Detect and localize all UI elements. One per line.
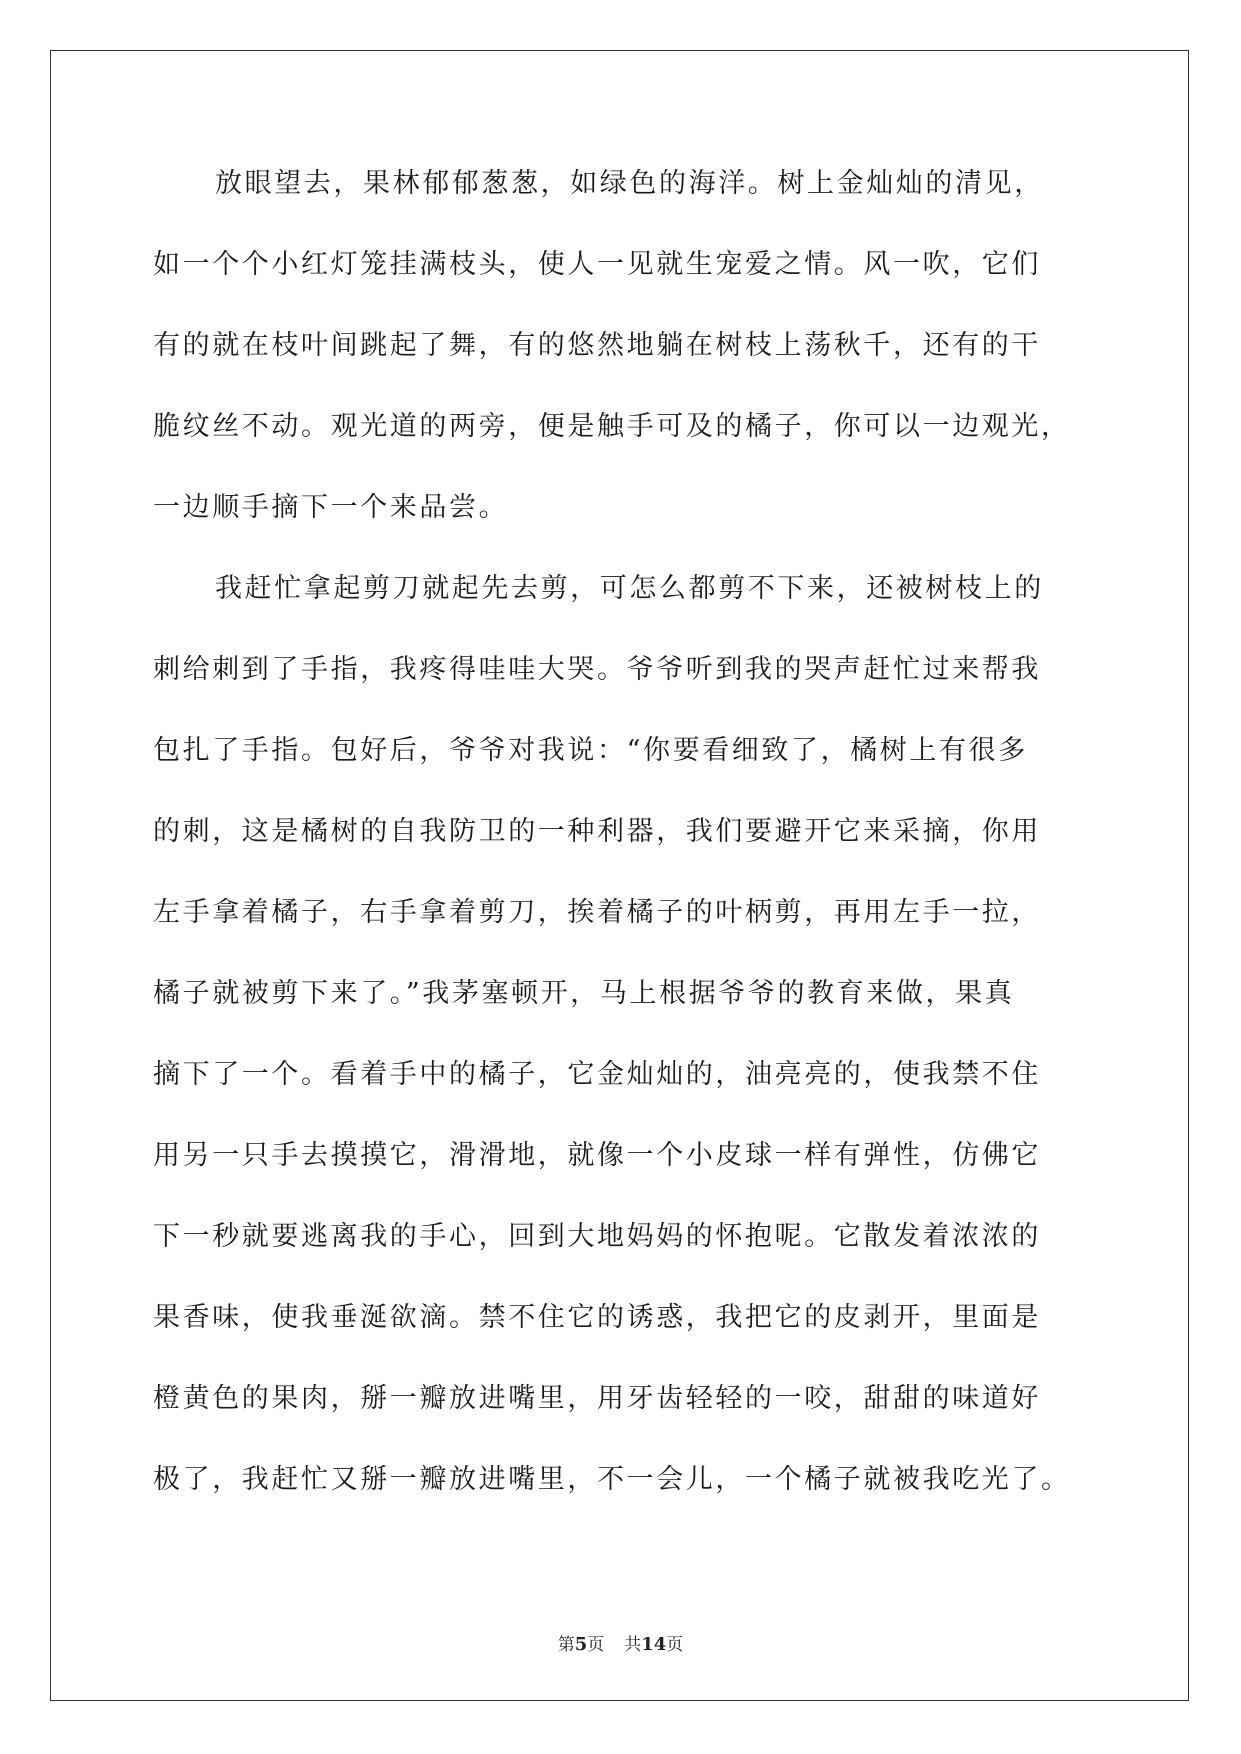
text-line: 左手拿着橘子，右手拿着剪刀，挨着橘子的叶柄剪，再用左手一拉， xyxy=(153,897,1041,928)
page-prefix: 第 xyxy=(557,1635,575,1655)
page-footer xyxy=(0,1630,1241,1655)
total-prefix: 共 xyxy=(624,1635,642,1655)
text-line: 橘子就被剪下来了。”我茅塞顿开，马上根据爷爷的教育来做，果真 xyxy=(153,978,1015,1009)
page-suffix: 页 xyxy=(587,1635,605,1655)
text-line: 摘下了一个。看着手中的橘子，它金灿灿的，油亮亮的，使我禁不住 xyxy=(153,1059,1041,1090)
text-line: 有的就在枝叶间跳起了舞，有的悠然地躺在树枝上荡秋千，还有的干 xyxy=(153,330,1041,361)
text-line: 极了，我赶忙又掰一瓣放进嘴里，不一会儿，一个橘子就被我吃光了。 xyxy=(153,1464,1071,1495)
text-line: 一边顺手摘下一个来品尝。 xyxy=(153,492,509,523)
total-suffix: 页 xyxy=(666,1635,684,1655)
text-line: 如一个个小红灯笼挂满枝头，使人一见就生宠爱之情。风一吹，它们 xyxy=(153,249,1041,280)
total-pages: 14 xyxy=(641,1634,667,1655)
text-line: 下一秒就要逃离我的手心，回到大地妈妈的怀抱呢。它散发着浓浓的 xyxy=(153,1221,1041,1252)
text-line: 我赶忙拿起剪刀就起先去剪，可怎么都剪不下来，还被树枝上的 xyxy=(215,573,1044,604)
text-line: 果香味，使我垂涎欲滴。禁不住它的诱惑，我把它的皮剥开，里面是 xyxy=(153,1302,1041,1333)
text-line: 橙黄色的果肉，掰一瓣放进嘴里，用牙齿轻轻的一咬，甜甜的味道好 xyxy=(153,1383,1041,1414)
paragraph-2 xyxy=(153,570,1113,1542)
paragraph-1 xyxy=(153,165,1113,570)
document-body xyxy=(153,165,1113,1542)
text-line: 脆纹丝不动。观光道的两旁，便是触手可及的橘子，你可以一边观光， xyxy=(153,411,1071,442)
text-line: 用另一只手去摸摸它，滑滑地，就像一个小皮球一样有弹性，仿佛它 xyxy=(153,1140,1041,1171)
text-line: 放眼望去，果林郁郁葱葱，如绿色的海洋。树上金灿灿的清见， xyxy=(215,168,1044,199)
text-line: 刺给刺到了手指，我疼得哇哇大哭。爷爷听到我的哭声赶忙过来帮我 xyxy=(153,654,1041,685)
text-line: 包扎了手指。包好后，爷爷对我说：“你要看细致了，橘树上有很多 xyxy=(153,735,1028,766)
text-line: 的刺，这是橘树的自我防卫的一种利器，我们要避开它来采摘，你用 xyxy=(153,816,1041,847)
page-number: 5 xyxy=(574,1634,588,1655)
